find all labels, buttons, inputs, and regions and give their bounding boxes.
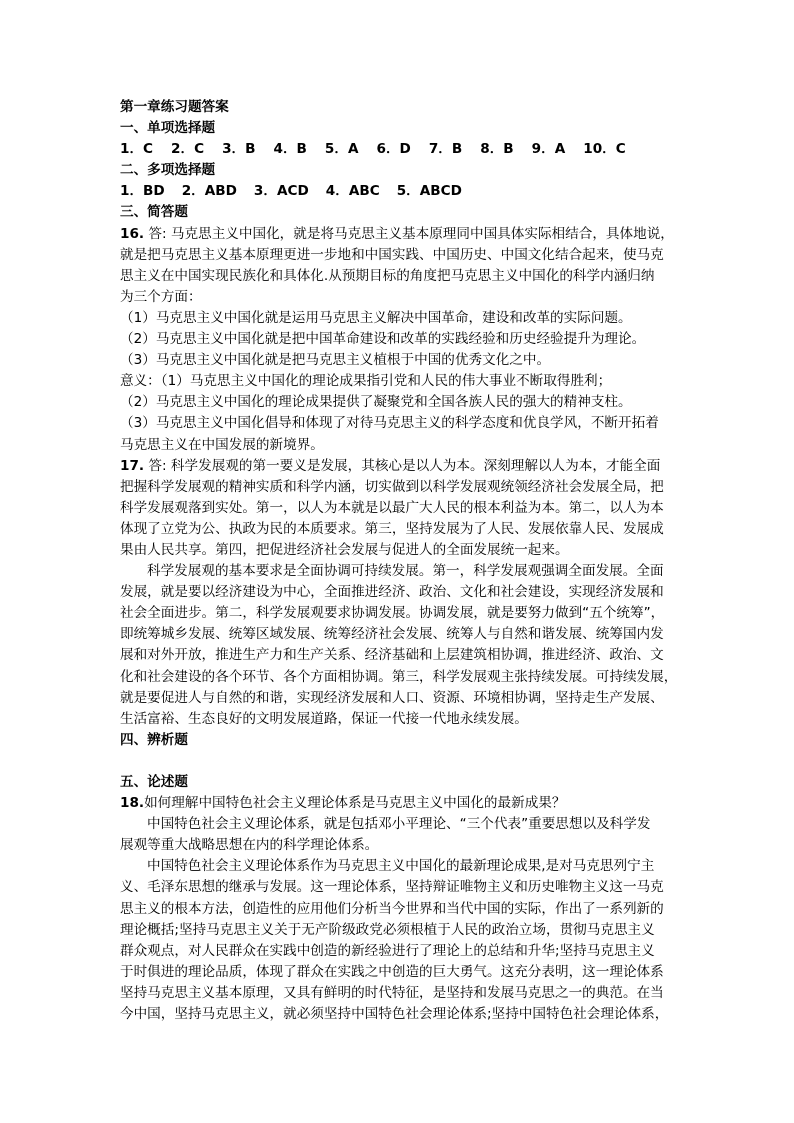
q16-line: 意义：（1）马克思主义中国化的理论成果指引党和人民的伟大事业不断取得胜利；: [120, 373, 612, 390]
q16-line: （1）马克思主义中国化就是运用马克思主义解决中国革命，建设和改革的实际问题。: [120, 309, 632, 326]
section-heading-multiple-choice: 二、多项选择题: [120, 162, 216, 179]
answer-item: 7．B: [428, 141, 463, 158]
q17-line: 科学发展观落到实处。第一，以人为本就是以最广大人民的根本利益为本。第二，以人为本: [120, 499, 664, 516]
q17-line: 展和对外开放，推进生产力和生产关系、经济基础和上层建筑相协调，推进经济、政治、文: [120, 647, 664, 664]
answer-item: 8．B: [480, 141, 514, 158]
q17-line: 即统筹城乡发展、统筹区域发展、统筹经济社会发展、统筹人与自然和谐发展、统筹国内发: [120, 626, 664, 643]
q18-line: 理论概括;坚持马克思主义关于无产阶级政党必须根植于人民的政治立场，贯彻马克思主义: [120, 921, 655, 938]
answer-item: 10．C: [583, 141, 626, 158]
multiple-choice-answers: [120, 181, 676, 202]
blank-line: [120, 751, 676, 772]
answer-item: 3．B: [222, 141, 256, 158]
q17-line: 17. 答: 科学发展观的第一要义是发展，其核心是以人为本。深刻理解以人为本，才能全面: [120, 457, 661, 474]
single-choice-answers: [120, 139, 676, 160]
answer-item: 1．BD: [120, 183, 165, 200]
q17-line: 生活富裕、生态良好的文明发展道路，保证一代接一代地永续发展。: [120, 710, 528, 727]
section-heading-analysis: 四、辨析题: [120, 731, 188, 748]
q18-line: 思主义的根本方法，创造性的应用他们分析当今世界和当代中国的实际，作出了一系列新的: [120, 900, 664, 917]
q18-line: 于时俱进的理论品质，体现了群众在实践之中创造的巨大勇气。这充分表明，这一理论体系: [120, 963, 664, 980]
answer-item: 9．A: [531, 141, 566, 158]
q17-line: 果由人民共享。第四，把促进经济社会发展与促进人的全面发展统一起来。: [120, 541, 569, 558]
q18-line: 义、毛泽东思想的继承与发展。这一理论体系，坚持辩证唯物主义和历史唯物主义这一马克: [120, 879, 664, 896]
q16-line: （2）马克思主义中国化就是把中国革命建设和改革的实践经验和历史经验提升为理论。: [120, 331, 646, 348]
answer-item: 2．C: [171, 141, 205, 158]
document-page: [120, 97, 676, 1025]
q17-line: 把握科学发展观的精神实质和科学内涵，切实做到以科学发展观统领经济社会发展全局，把: [120, 478, 664, 495]
q18-line: 中国特色社会主义理论体系作为马克思主义中国化的最新理论成果,是对马克思列宁主: [147, 858, 655, 875]
q18-question: 18.如何理解中国特色社会主义理论体系是马克思主义中国化的最新成果？: [120, 795, 566, 812]
q17-line: 发展，就是要以经济建设为中心，全面推进经济、政治、文化和社会建设，实现经济发展和: [120, 584, 664, 601]
answer-item: 5．A: [324, 141, 359, 158]
q17-line: 化和社会建设的各个环节、各个方面相协调。第三，科学发展观主张持续发展。可持续发展，: [120, 668, 678, 685]
answer-item: 2．ABD: [181, 183, 237, 200]
section-heading-single-choice: 一、单项选择题: [120, 120, 216, 137]
q18-line: 今中国，坚持马克思主义，就必须坚持中国特色社会理论体系;坚持中国特色社会理论体系，: [120, 1006, 669, 1023]
q17-line: 社会全面进步。第二，科学发展观要求协调发展。协调发展，就是要努力做到“五个统筹”，: [120, 605, 665, 622]
q16-line: （3）马克思主义中国化倡导和体现了对待马克思主义的科学态度和优良学风，不断开拓着: [120, 415, 659, 432]
q16-line: （3）马克思主义中国化就是把马克思主义植根于中国的优秀文化之中。: [120, 352, 551, 369]
q18-line: 群众观点，对人民群众在实践中创造的新经验进行了理论上的总结和升华;坚持马克思主义: [120, 942, 655, 959]
q16-line: 16. 答: 马克思主义中国化，就是将马克思主义基本原理同中国具体实际相结合，具体地说，: [120, 225, 674, 242]
answer-item: 6．D: [376, 141, 411, 158]
document-title: 第一章练习题答案: [120, 99, 229, 115]
q18-line: 中国特色社会主义理论体系，就是包括邓小平理论、“三个代表”重要思想以及科学发: [147, 816, 651, 833]
q16-line: 就是把马克思主义基本原理更进一步地和中国实践、中国历史、中国文化结合起来，使马克: [120, 246, 664, 263]
answer-item: 1．C: [120, 141, 154, 158]
question-number: 16.: [120, 225, 145, 242]
q18-line: 展观等重大战略思想在内的科学理论体系。: [120, 837, 379, 854]
answer-item: 3．ACD: [253, 183, 309, 200]
q17-line: 就是要促进人与自然的和谐，实现经济发展和人口、资源、环境相协调，坚持走生产发展、: [120, 689, 664, 706]
section-heading-short-answer: 三、简答题: [120, 204, 188, 221]
q16-line: 马克思主义在中国发展的新境界。: [120, 436, 324, 453]
section-heading-essay: 五、论述题: [120, 774, 188, 790]
question-number: 17.: [120, 457, 145, 474]
q16-line: （2）马克思主义中国化的理论成果提供了凝聚党和全国各族人民的强大的精神支柱。: [120, 394, 632, 411]
answer-item: 5．ABCD: [396, 183, 462, 200]
q17-line: 科学发展观的基本要求是全面协调可持续发展。第一，科学发展观强调全面发展。全面: [147, 563, 664, 580]
q18-line: 坚持马克思主义基本原理，又具有鲜明的时代特征，是坚持和发展马克思之一的典范。在当: [120, 984, 664, 1001]
q16-line: 思主义在中国实现民族化和具体化.从预期目标的角度把马克思主义中国化的科学内涵归纳: [120, 267, 655, 284]
answer-item: 4．B: [273, 141, 307, 158]
answer-item: 4．ABC: [325, 183, 380, 200]
q16-line: 为三个方面：: [120, 288, 202, 305]
question-number: 18.: [120, 795, 145, 812]
q17-line: 体现了立党为公、执政为民的本质要求。第三，坚持发展为了人民、发展依靠人民、发展成: [120, 520, 664, 537]
